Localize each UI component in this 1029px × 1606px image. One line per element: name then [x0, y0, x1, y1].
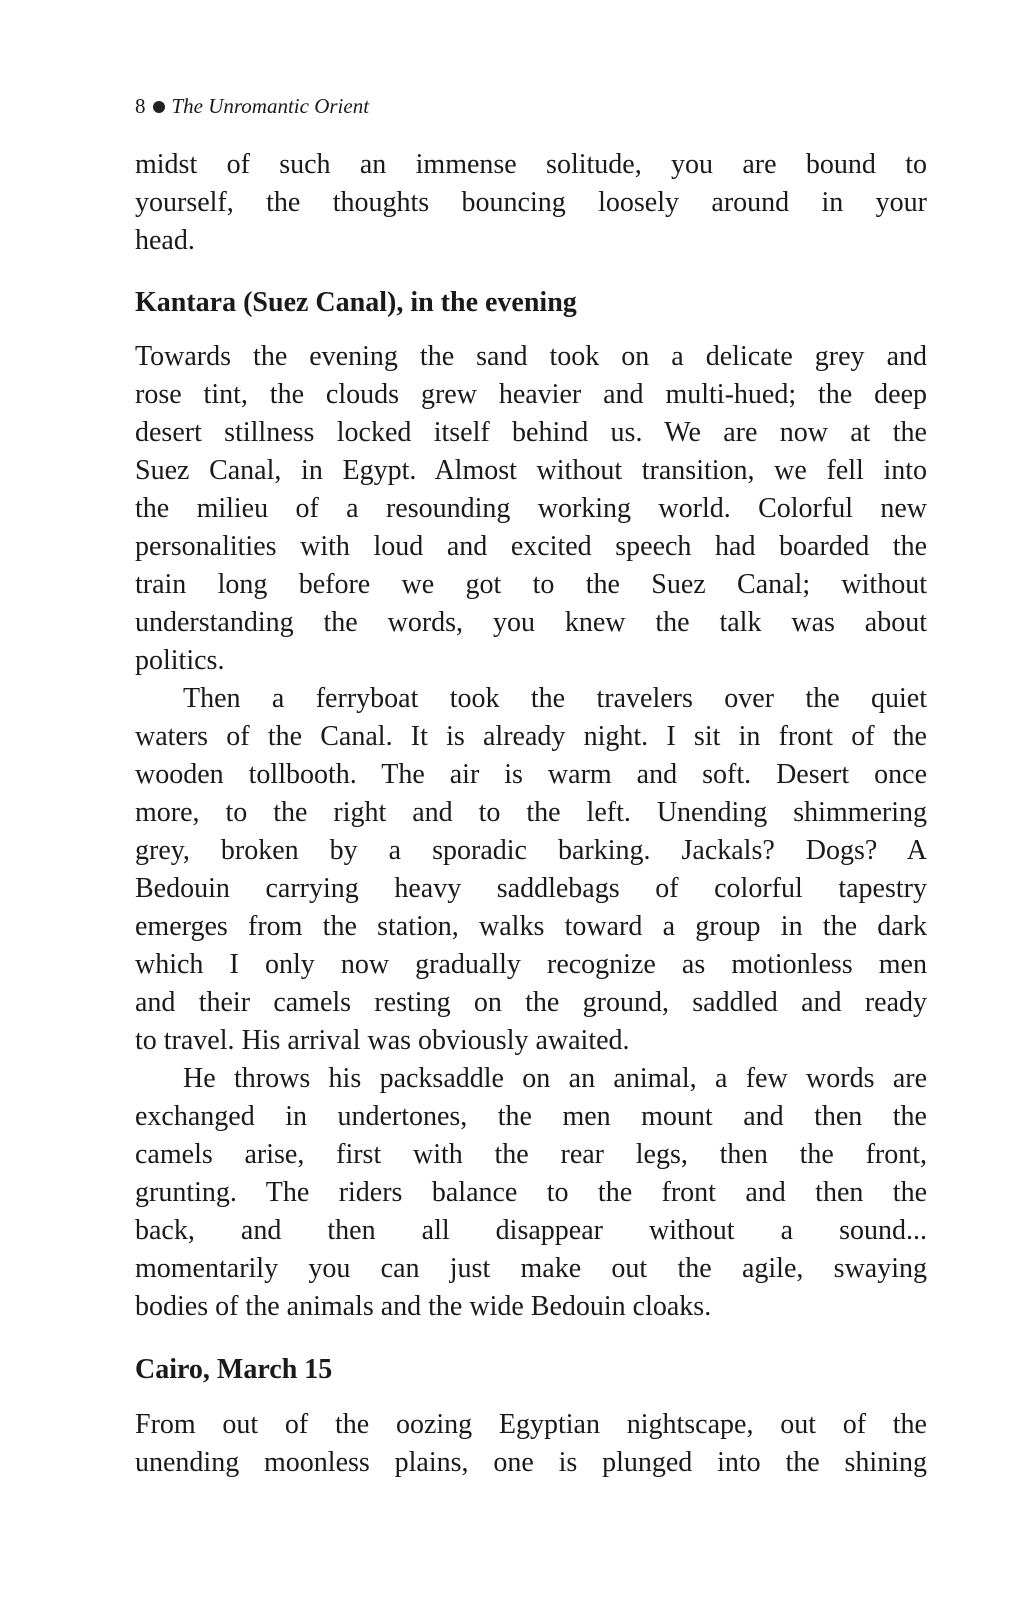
section-heading-cairo: Cairo, March 15: [135, 1354, 333, 1385]
text-line: back, and then all disappear without a sound...: [135, 1215, 927, 1246]
text-line: Suez Canal, in Egypt. Almost without transition, we fell into: [135, 455, 927, 486]
text-line: more, to the right and to the left. Unending shimmering: [135, 797, 927, 828]
text-line: understanding the words, you knew the talk was about: [135, 607, 927, 638]
page-number: 8: [135, 94, 146, 118]
paragraph: [135, 680, 927, 1060]
book-title: The Unromantic Orient: [171, 94, 370, 118]
text-line: camels arise, first with the rear legs, then the front,: [135, 1139, 927, 1170]
text-line: wooden tollbooth. The air is warm and soft. Desert once: [135, 759, 927, 790]
text-line: rose tint, the clouds grew heavier and multi-hued; the deep: [135, 379, 927, 410]
running-header: [135, 94, 369, 119]
text-line: Towards the evening the sand took on a delicate grey and: [135, 341, 927, 372]
section-heading-kantara: Kantara (Suez Canal), in the evening: [135, 287, 577, 318]
text-line: emerges from the station, walks toward a group in the dark: [135, 911, 927, 942]
paragraph: [135, 1060, 927, 1326]
paragraph: [135, 338, 927, 680]
text-line: the milieu of a resounding working world. Colorful new: [135, 493, 927, 524]
body-text: [135, 338, 927, 1326]
text-line: midst of such an immense solitude, you are bound to: [135, 149, 927, 180]
text-line: grunting. The riders balance to the front and then the: [135, 1177, 927, 1208]
text-line: He throws his packsaddle on an animal, a few words are: [183, 1063, 927, 1094]
text-line: From out of the oozing Egyptian nightscape, out of the: [135, 1409, 927, 1440]
text-line: waters of the Canal. It is already night. I sit in front of the: [135, 721, 927, 752]
paragraph: [135, 1406, 927, 1482]
paragraph: [135, 146, 927, 260]
text-line: bodies of the animals and the wide Bedouin cloaks.: [135, 1291, 712, 1322]
text-line: to travel. His arrival was obviously awaited.: [135, 1025, 630, 1056]
text-line: yourself, the thoughts bouncing loosely around in your: [135, 187, 927, 218]
text-line: politics.: [135, 645, 225, 676]
bullet-icon: [153, 101, 165, 113]
text-line: exchanged in undertones, the men mount and then the: [135, 1101, 927, 1132]
text-line: train long before we got to the Suez Canal; without: [135, 569, 927, 600]
text-line: unending moonless plains, one is plunged into the shining: [135, 1447, 927, 1478]
text-line: desert stillness locked itself behind us. We are now at the: [135, 417, 927, 448]
text-line: which I only now gradually recognize as motionless men: [135, 949, 927, 980]
text-line: head.: [135, 225, 195, 256]
text-line: Bedouin carrying heavy saddlebags of colorful tapestry: [135, 873, 927, 904]
text-line: and their camels resting on the ground, saddled and ready: [135, 987, 927, 1018]
text-line: personalities with loud and excited speech had boarded the: [135, 531, 927, 562]
text-line: Then a ferryboat took the travelers over the quiet: [183, 683, 927, 714]
text-line: grey, broken by a sporadic barking. Jackals? Dogs? A: [135, 835, 927, 866]
text-line: momentarily you can just make out the agile, swaying: [135, 1253, 927, 1284]
